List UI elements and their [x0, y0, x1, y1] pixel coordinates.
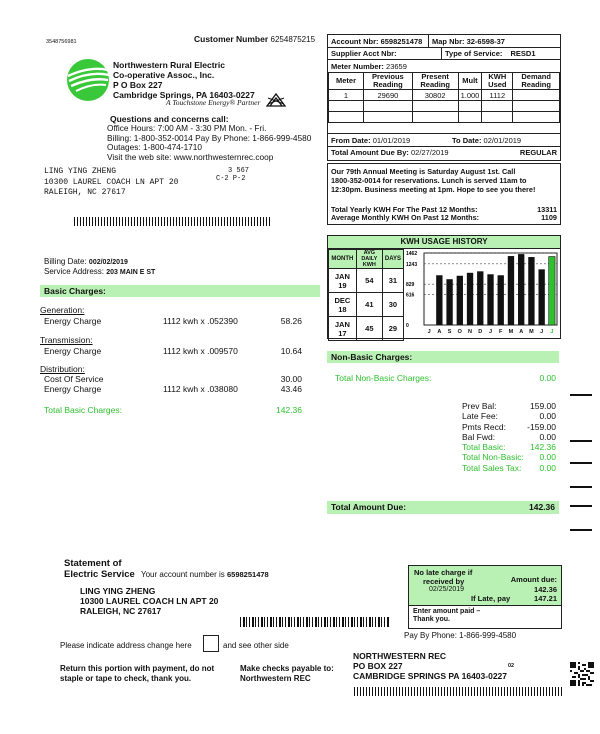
summary-label: Total Basic:	[462, 442, 506, 453]
touchstone-logo-icon	[266, 92, 286, 108]
divider	[441, 47, 442, 59]
usage-cell: 31	[382, 269, 403, 293]
chart-x-tick-label: D	[478, 329, 483, 335]
transmission-label: Transmission:	[40, 335, 93, 345]
chart-bar	[538, 269, 544, 325]
summary-row	[462, 401, 556, 411]
chart-bar	[498, 275, 504, 325]
chart-y-tick-label: 616	[406, 292, 415, 299]
meter-cell: 29690	[364, 90, 413, 101]
distribution-item: Energy Charge	[44, 384, 102, 394]
chart-bar	[518, 254, 524, 325]
chart-x-tick-label: A	[437, 329, 442, 335]
total-non-basic-label: Total Non-Basic Charges:	[335, 373, 432, 383]
chart-bar	[467, 273, 473, 325]
amount-due-value: 142.36	[534, 585, 557, 594]
remit-address	[353, 651, 507, 681]
chart-bar	[436, 275, 442, 325]
contact-outages: Outages: 1-800-474-1710	[107, 142, 203, 152]
account-code: 3548756981	[46, 39, 77, 45]
meter-header: Present Reading	[412, 73, 458, 90]
total-basic-label: Total Basic Charges:	[44, 405, 122, 415]
fold-mark	[570, 394, 592, 396]
stub-title	[64, 558, 135, 580]
stub-address	[80, 586, 218, 616]
generation-amount: 58.26	[280, 316, 302, 326]
meter-header: Previous Reading	[364, 73, 413, 90]
cost-of-service-item: Cost Of Service	[44, 374, 104, 384]
summary-row	[462, 452, 556, 462]
meter-number: Meter Number: 23659	[331, 62, 407, 71]
no-late-label: No late charge if	[414, 568, 473, 577]
customer-address	[44, 167, 178, 199]
balance-summary	[462, 401, 556, 473]
distribution-amount: 43.46	[280, 384, 302, 394]
message-line-3: 12:30pm. Business meeting at 1pm. Hope to see you there!	[331, 185, 536, 194]
message-line-2: 1800-352-0014 for reservations. Lunch is served 11am to	[331, 176, 527, 185]
return-instructions	[60, 664, 214, 684]
return-line-1: Return this portion with payment, do not	[60, 664, 215, 673]
meter-header: Mult	[458, 73, 482, 90]
service-type: Type of Service: RESD1	[445, 49, 536, 58]
chart-x-tick-label: J	[488, 329, 493, 335]
remit-code: 02	[508, 663, 515, 669]
message-line-1: Our 79th Annual Meeting is Saturday August 1st. Call	[331, 167, 516, 176]
qr-code-icon	[570, 662, 594, 686]
distribution-label: Distribution:	[40, 364, 85, 374]
fold-mark	[570, 462, 592, 464]
stub-title-1: Statement of	[64, 558, 122, 569]
summary-value: 0.00	[539, 431, 556, 442]
summary-value: 0.00	[539, 462, 556, 473]
if-late-label: If Late, pay	[471, 594, 511, 603]
stub-city: RALEIGH, NC 27617	[80, 606, 162, 616]
if-late-value: 147.21	[534, 594, 557, 603]
summary-value: 159.00	[530, 401, 556, 411]
chart-y-tick-label: 1243	[406, 261, 418, 268]
message-box	[327, 163, 561, 225]
total-basic-amount: 142.36	[276, 405, 302, 415]
divider	[428, 35, 429, 47]
distribution-calc: 1112 kwh x .038080	[163, 384, 238, 394]
payable-line-1: Make checks payable to:	[240, 664, 334, 673]
chart-x-tick-label: N	[468, 329, 473, 335]
usage-header: DAYS	[382, 250, 403, 269]
company-address-1: P O Box 227	[113, 80, 163, 90]
meter-cell: 30802	[412, 90, 458, 101]
meter-header: KWH Used	[482, 73, 513, 90]
chart-bar	[528, 257, 534, 325]
from-date: From Date: 01/01/2019	[331, 136, 411, 145]
summary-label: Prev Bal:	[462, 401, 497, 411]
usage-table	[328, 249, 404, 341]
stub-street: 10300 LAUREL COACH LN APT 20	[80, 596, 219, 606]
company-name-2: Co-operative Assoc., Inc.	[113, 70, 215, 80]
chart-x-tick-label: M	[529, 329, 534, 335]
total-amount-due-value: 142.36	[529, 502, 555, 512]
customer-number-value: 6254875215	[270, 35, 316, 44]
supplier-row	[328, 47, 560, 60]
contact-web[interactable]: Visit the web site: www.northwesternrec.coop	[107, 151, 274, 162]
see-other-side-label: and see other side	[223, 641, 289, 650]
usage-title: KWH USAGE HISTORY	[328, 236, 560, 249]
contact-block	[107, 124, 311, 162]
address-change-checkbox[interactable]	[203, 635, 219, 652]
summary-row	[462, 411, 556, 421]
yearly-avg-label: Average Monthly KWH On Past 12 Months:	[331, 213, 480, 222]
chart-x-tick-label: J	[550, 329, 554, 335]
received-by-label: received by	[423, 577, 465, 586]
generation-label: Generation:	[40, 305, 85, 315]
enter-amount[interactable]	[409, 606, 561, 626]
payable-line-2: Northwestern REC	[240, 674, 311, 683]
chart-bar	[477, 271, 483, 325]
chart-bar	[446, 279, 452, 325]
meter-table	[328, 72, 560, 123]
stub-pay-phone: Pay By Phone: 1-866-999-4580	[404, 631, 517, 640]
yearly-total-label: Total Yearly KWH For The Past 12 Months:	[331, 205, 478, 214]
company-name-1: Northwestern Rural Electric	[113, 60, 225, 70]
total-amount-due	[327, 501, 559, 514]
remit-postal-barcode	[354, 687, 562, 696]
chart-x-tick-label: A	[519, 329, 524, 335]
meter-cell	[513, 90, 560, 101]
chart-x-tick-label: M	[508, 329, 514, 335]
billing-date: Billing Date: 002/02/2019	[44, 257, 128, 266]
meter-header: Demand Reading	[513, 73, 560, 90]
meter-cell: 1.000	[458, 90, 482, 101]
usage-header: MONTH	[329, 250, 357, 269]
usage-cell: 54	[356, 269, 382, 293]
total-non-basic-amount: 0.00	[539, 373, 556, 383]
cost-of-service-amount: 30.00	[280, 374, 302, 384]
summary-value: -159.00	[527, 421, 556, 432]
chart-bar	[549, 257, 555, 325]
amount-due-label: Amount due:	[510, 575, 557, 584]
usage-cell: JAN 19	[329, 269, 357, 293]
enter-amount-line-1: Enter amount paid –	[413, 608, 481, 615]
fold-mark	[570, 505, 592, 507]
chart-bar	[487, 274, 493, 325]
route-code	[216, 167, 249, 183]
summary-value: 142.36	[530, 442, 556, 453]
chart-x-tick-label: F	[499, 329, 503, 335]
summary-label: Total Non-Basic:	[462, 452, 524, 463]
chart-x-tick-label: J	[540, 329, 544, 335]
chart-bar	[508, 256, 514, 325]
chart-x-tick-label: J	[427, 329, 431, 335]
payable-to	[240, 664, 334, 684]
company-address-2: Cambridge Springs, PA 16403-0227	[113, 90, 255, 100]
customer-city: RALEIGH, NC 27617	[44, 188, 126, 197]
no-late-date: 02/25/2019	[429, 586, 465, 593]
generation-item: Energy Charge	[44, 316, 102, 326]
summary-row	[462, 432, 556, 442]
chart-y-tick-label: 0	[406, 323, 409, 329]
remit-name: NORTHWESTERN REC	[353, 651, 447, 661]
fold-mark	[570, 529, 592, 531]
chart-x-tick-label: S	[447, 329, 452, 335]
usage-chart	[404, 249, 560, 338]
transmission-item: Energy Charge	[44, 346, 102, 356]
generation-calc: 1112 kwh x .052390	[163, 316, 238, 326]
remit-city: CAMBRIDGE SPRINGS PA 16403-0227	[353, 671, 507, 681]
return-line-2: staple or tape to check, thank you.	[60, 674, 192, 683]
usage-cell: 29	[382, 317, 403, 341]
customer-number-label: Customer Number	[194, 34, 269, 44]
company-block	[113, 60, 255, 100]
enter-amount-line-2: Thank you.	[413, 616, 450, 623]
customer-number	[194, 34, 315, 44]
postal-barcode	[74, 217, 272, 226]
summary-label: Late Fee:	[462, 411, 498, 422]
summary-value: 0.00	[539, 452, 556, 463]
company-tagline: A Touchstone Energy® Partner	[166, 98, 261, 107]
chart-x-tick-label: O	[457, 329, 462, 335]
summary-row	[462, 463, 556, 473]
contact-billing: Billing: 1-800-352-0014 Pay By Phone: 1-866-999-4580	[107, 132, 312, 143]
total-amount-due-label: Total Amount Due:	[331, 502, 407, 512]
customer-name: LING YING ZHENG	[44, 167, 117, 176]
yearly-avg-value: 1109	[541, 213, 557, 222]
address-change-label: Please indicate address change here	[60, 641, 192, 650]
meter-cell: 1112	[482, 90, 513, 101]
to-date: To Date: 02/01/2019	[452, 136, 522, 145]
remit-box: PO BOX 227	[353, 661, 403, 671]
chart-y-tick-label: 829	[406, 282, 415, 289]
map-nbr: Map Nbr: 32-6598-37	[432, 37, 505, 46]
yearly-total-value: 13311	[537, 205, 557, 214]
stub-account: Your account number is 6598251478	[141, 570, 269, 579]
contact-title: Questions and concerns call:	[110, 114, 229, 124]
route-code-1: 3 567	[228, 167, 250, 175]
transmission-calc: 1112 kwh x .009570	[163, 346, 238, 356]
contact-hours: Office Hours: 7:00 AM - 3:30 PM Mon. - Fri.	[107, 123, 267, 133]
chart-bar	[457, 276, 463, 325]
customer-street: 10300 LAUREL COACH LN APT 20	[44, 177, 179, 187]
route-code-2: C-2 P-2	[216, 175, 246, 183]
summary-value: 0.00	[539, 411, 556, 422]
summary-row	[462, 422, 556, 432]
supplier-acct-label: Supplier Acct Nbr:	[331, 49, 397, 58]
fold-mark	[570, 440, 592, 442]
summary-label: Total Sales Tax:	[462, 462, 522, 473]
account-box	[327, 34, 561, 161]
usage-cell: 45	[356, 317, 382, 341]
non-basic-header: Non-Basic Charges:	[327, 351, 559, 363]
stub-name: LING YING ZHENG	[80, 586, 156, 596]
basic-charges-header: Basic Charges:	[40, 285, 320, 297]
meter-header: Meter	[329, 73, 364, 90]
usage-cell: 30	[382, 293, 403, 317]
date-row	[328, 133, 560, 147]
meter-cell: 1	[329, 90, 364, 101]
fold-mark	[570, 486, 592, 488]
summary-row	[462, 442, 556, 452]
bill-status: REGULAR	[519, 148, 557, 157]
payment-box	[408, 565, 562, 629]
usage-history-box	[327, 235, 561, 339]
late-charge-panel	[409, 566, 561, 606]
chart-y-tick-label: 1462	[406, 251, 418, 257]
summary-label: Bal Fwd:	[462, 431, 496, 442]
company-logo	[66, 58, 110, 102]
message-text	[328, 164, 560, 194]
usage-cell: DEC 18	[329, 293, 357, 317]
acct-nbr: Account Nbr: 6598251478	[331, 37, 423, 46]
usage-header: AVG DAILY KWH	[356, 250, 382, 269]
total-due-by: Total Amount Due By: 02/27/2019	[331, 148, 449, 157]
usage-cell: 41	[356, 293, 382, 317]
service-address: Service Address: 203 MAIN E ST	[44, 267, 156, 276]
stub-title-2: Electric Service	[64, 569, 135, 580]
summary-label: Pmts Recd:	[462, 421, 506, 432]
transmission-amount: 10.64	[280, 346, 302, 356]
usage-cell: JAN 17	[329, 317, 357, 341]
stub-barcode	[240, 617, 390, 627]
